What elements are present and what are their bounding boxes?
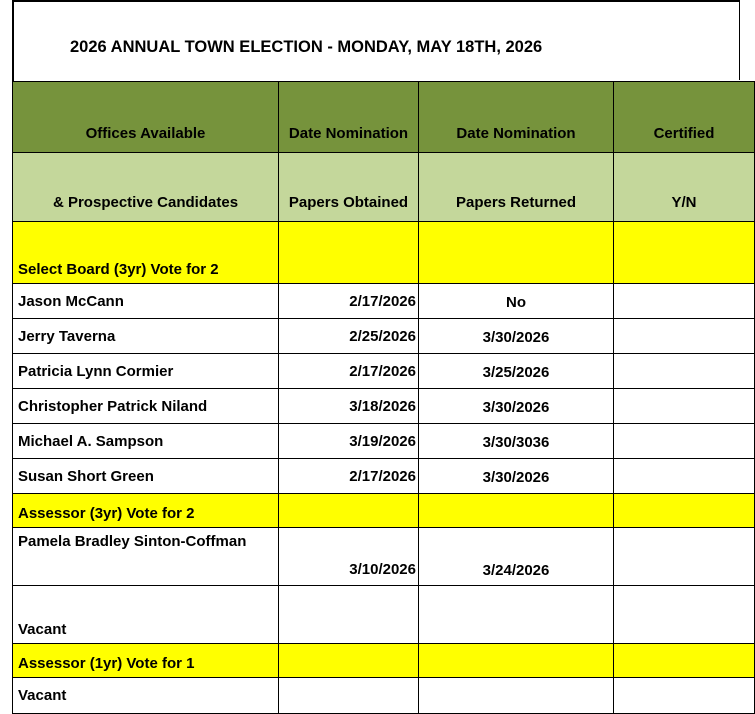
papers-returned-cell — [419, 494, 614, 528]
candidate-row — [13, 678, 755, 714]
papers-obtained-cell — [279, 678, 419, 714]
certified-cell — [614, 644, 755, 678]
papers-obtained-cell — [279, 222, 419, 284]
header-yn: Y/N — [614, 153, 755, 222]
papers-obtained-cell: 2/17/2026 — [279, 459, 419, 494]
title-cell — [14, 2, 739, 82]
candidate-row — [13, 389, 755, 424]
candidate-row — [13, 424, 755, 459]
papers-returned-cell — [419, 644, 614, 678]
papers-obtained-cell — [279, 494, 419, 528]
certified-cell — [614, 389, 755, 424]
header-date-returned-top: Date Nomination — [419, 82, 614, 153]
header-row-2 — [13, 153, 755, 222]
header-offices: Offices Available — [13, 82, 279, 153]
certified-cell — [614, 319, 755, 354]
header-papers-obtained: Papers Obtained — [279, 153, 419, 222]
certified-cell — [614, 424, 755, 459]
certified-cell — [614, 528, 755, 586]
papers-returned-cell — [419, 222, 614, 284]
papers-returned-cell: 3/24/2026 — [419, 528, 614, 586]
candidate-name: Pamela Bradley Sinton-Coffman — [13, 528, 279, 586]
candidate-name: Vacant — [13, 678, 279, 714]
header-certified: Certified — [614, 82, 755, 153]
candidate-name: Patricia Lynn Cormier — [13, 354, 279, 389]
papers-obtained-cell — [279, 586, 419, 644]
certified-cell — [614, 494, 755, 528]
header-candidates: & Prospective Candidates — [13, 153, 279, 222]
candidate-row — [13, 586, 755, 644]
office-row — [13, 222, 755, 284]
header-date-obtained-top — [279, 82, 419, 153]
papers-returned-cell: 3/30/3036 — [419, 424, 614, 459]
office-name: Assessor (1yr) Vote for 1 — [13, 644, 279, 678]
header-date-obtained-text: Date Nomination — [288, 125, 409, 142]
certified-cell — [614, 284, 755, 319]
candidate-name: Vacant — [13, 586, 279, 644]
papers-returned-cell: 3/25/2026 — [419, 354, 614, 389]
candidate-name: Michael A. Sampson — [13, 424, 279, 459]
header-row-1 — [13, 82, 755, 153]
certified-cell — [614, 678, 755, 714]
candidate-name: Christopher Patrick Niland — [13, 389, 279, 424]
papers-returned-cell — [419, 586, 614, 644]
page-title: 2026 ANNUAL TOWN ELECTION - MONDAY, MAY 18TH, 2026 — [70, 38, 543, 56]
candidate-row — [13, 354, 755, 389]
header-papers-returned: Papers Returned — [419, 153, 614, 222]
candidate-row — [13, 319, 755, 354]
papers-obtained-cell: 3/18/2026 — [279, 389, 419, 424]
papers-returned-cell: 3/30/2026 — [419, 459, 614, 494]
certified-cell — [614, 459, 755, 494]
papers-returned-cell — [419, 678, 614, 714]
office-name: Assessor (3yr) Vote for 2 — [13, 494, 279, 528]
papers-obtained-cell: 3/10/2026 — [279, 528, 419, 586]
candidate-row — [13, 528, 755, 586]
papers-obtained-cell: 2/17/2026 — [279, 284, 419, 319]
certified-cell — [614, 586, 755, 644]
office-row — [13, 644, 755, 678]
papers-returned-cell: No — [419, 284, 614, 319]
office-row — [13, 494, 755, 528]
candidate-row — [13, 284, 755, 319]
certified-cell — [614, 354, 755, 389]
papers-returned-cell: 3/30/2026 — [419, 319, 614, 354]
candidate-name: Susan Short Green — [13, 459, 279, 494]
candidate-row — [13, 459, 755, 494]
candidate-name: Jerry Taverna — [13, 319, 279, 354]
sheet-border-right — [739, 0, 740, 80]
papers-obtained-cell: 2/17/2026 — [279, 354, 419, 389]
papers-obtained-cell — [279, 644, 419, 678]
candidates-table — [12, 81, 755, 714]
office-name: Select Board (3yr) Vote for 2 — [13, 222, 279, 284]
candidate-name: Jason McCann — [13, 284, 279, 319]
papers-obtained-cell: 2/25/2026 — [279, 319, 419, 354]
certified-cell — [614, 222, 755, 284]
papers-obtained-cell: 3/19/2026 — [279, 424, 419, 459]
papers-returned-cell: 3/30/2026 — [419, 389, 614, 424]
